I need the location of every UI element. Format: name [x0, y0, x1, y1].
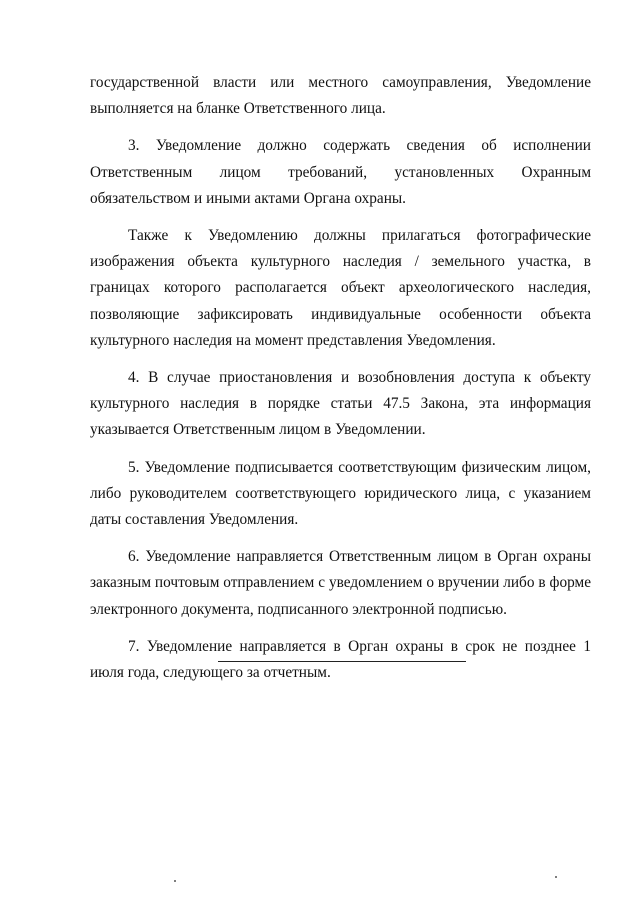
paragraph-item-4: 4. В случае приостановления и возобновления доступа к объекту культурного наследия в порядке статьи 47.5 Закона, эта информация указывается Ответственным лицом в Уведомлении.: [90, 369, 591, 439]
paragraph-photos: Также к Уведомлению должны прилагаться фотографические изображения объекта культурного наследия / земельного участка, в границах которого располагается объект археологического наследия, позволяющие зафиксировать индивидуальные особенности объекта культурного наследия на момент представления Уведомления.: [90, 227, 591, 349]
scan-speck: [555, 876, 557, 878]
paragraph-item-7: 7. Уведомление направляется в Орган охраны в срок не позднее 1 июля года, следующего за отчетным.: [90, 637, 591, 682]
document-body: [90, 70, 591, 697]
paragraph-continuation: государственной власти или местного самоуправления, Уведомление выполняется на бланке Ответственного лица.: [90, 74, 591, 118]
paragraph-item-3: 3. Уведомление должно содержать сведения об исполнении Ответственным лицом требований, установленных Охранным обязательством и иными актами Органа охраны.: [90, 137, 591, 207]
paragraph-item-6: 6. Уведомление направляется Ответственным лицом в Орган охраны заказным почтовым отправлением с уведомлением о вручении либо в форме электронного документа, подписанного электронной подписью.: [90, 548, 591, 618]
scan-speck: [174, 880, 176, 882]
paragraph-item-5: 5. Уведомление подписывается соответствующим физическим лицом, либо руководителем соответствующего юридического лица, с указанием даты составления Уведомления.: [90, 458, 591, 529]
document-end-divider: [218, 661, 466, 662]
